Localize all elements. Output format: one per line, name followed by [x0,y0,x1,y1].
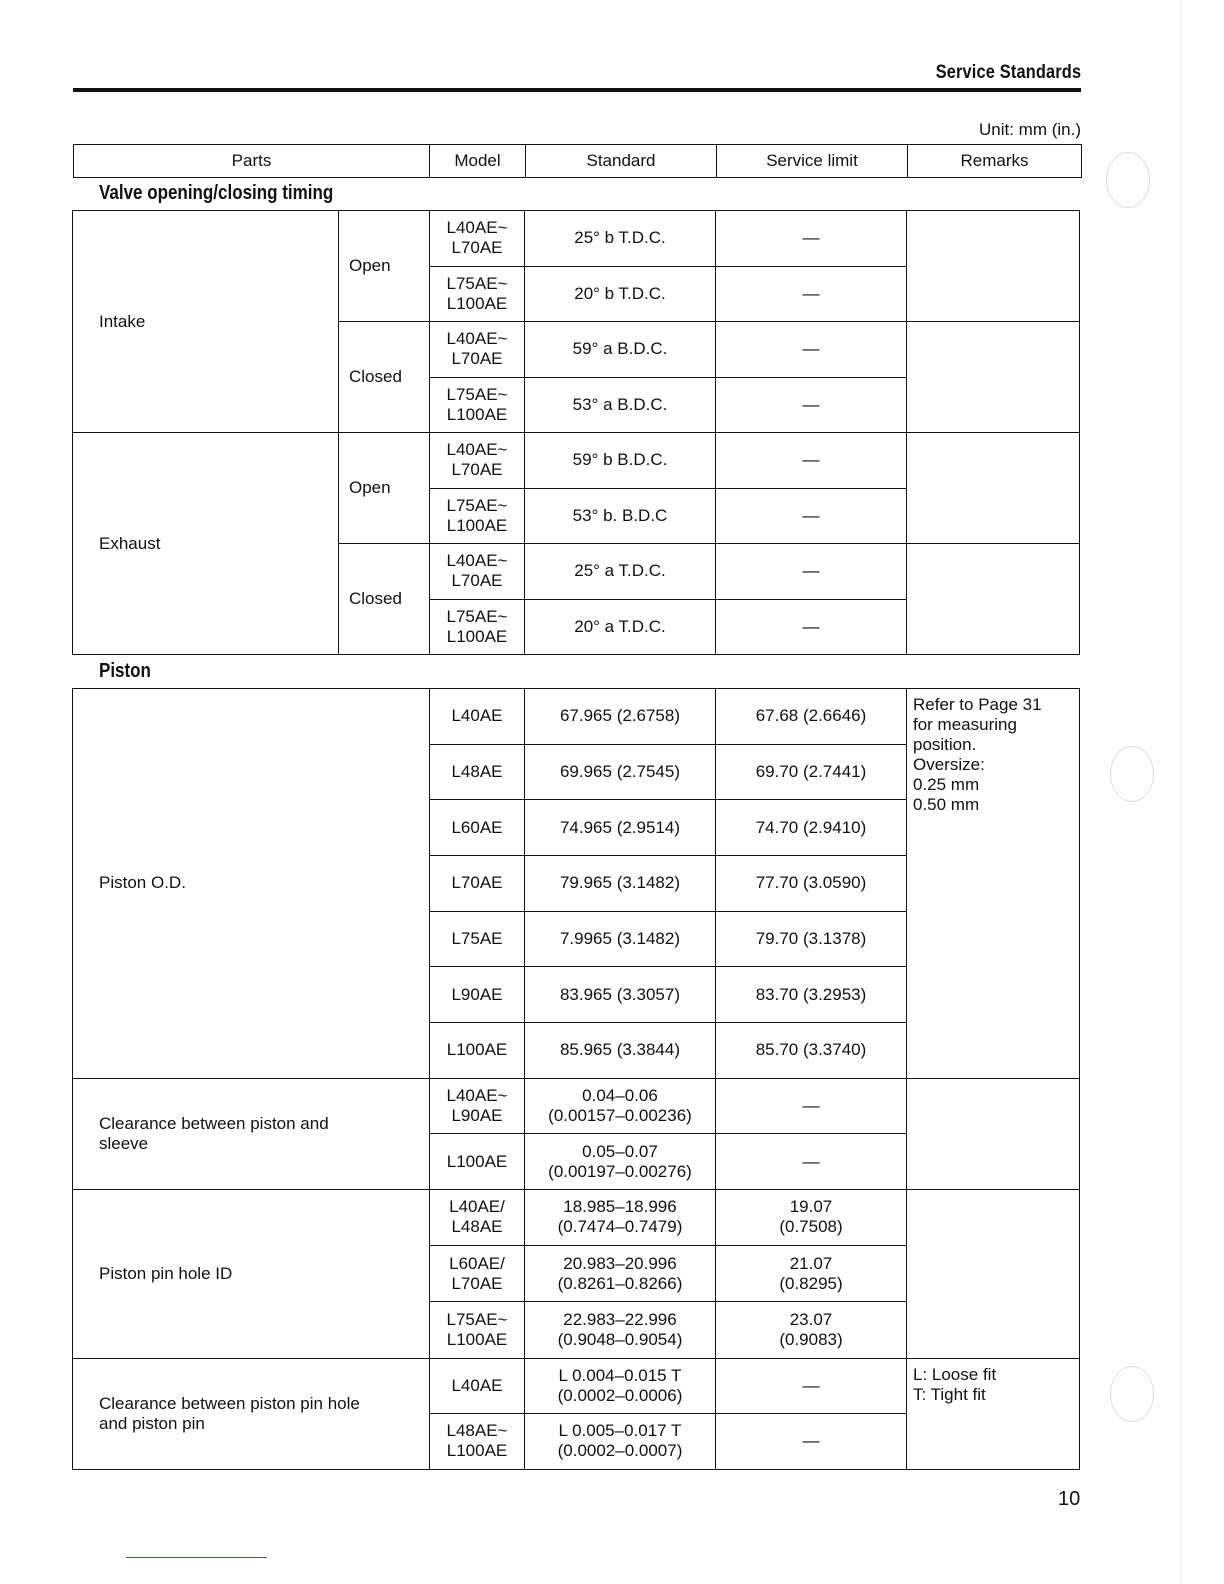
standard-cell: 20.983–20.996 (0.8261–0.8266) [525,1246,716,1302]
remarks-cell [907,433,1080,544]
model-cell: L48AE [430,744,525,800]
model-cell: L60AE/ L70AE [430,1246,525,1302]
parts-clearance-pin-hole-pin: Clearance between piston pin hole and piston pin [73,1358,430,1469]
remarks-cell [907,322,1080,433]
table-row [73,1189,1080,1245]
standard-cell: 79.965 (3.1482) [525,856,716,912]
col-standard: Standard [526,145,717,178]
standard-cell: 7.9965 (3.1482) [525,911,716,967]
model-cell: L75AE~ L100AE [430,488,525,544]
limit-cell: — [716,488,907,544]
model-cell: L75AE~ L100AE [430,1302,525,1358]
standard-cell: 53° a B.D.C. [525,377,716,433]
table-row [73,1358,1080,1414]
limit-cell: 69.70 (2.7441) [716,744,907,800]
limit-cell: 77.70 (3.0590) [716,856,907,912]
model-cell: L40AE [430,1358,525,1414]
model-cell: L40AE~ L70AE [430,433,525,489]
limit-cell: 74.70 (2.9410) [716,800,907,856]
model-cell: L100AE [430,1134,525,1190]
standard-cell: 22.983–22.996 (0.9048–0.9054) [525,1302,716,1358]
page-header-title: Service Standards [935,62,1081,83]
model-cell: L60AE [430,800,525,856]
col-model: Model [430,145,526,178]
limit-cell: 21.07 (0.8295) [716,1246,907,1302]
table-row [73,689,1080,745]
limit-cell: 83.70 (3.2953) [716,967,907,1023]
standard-cell: 25° a T.D.C. [525,544,716,600]
table-row [73,433,1080,489]
standard-cell: 74.965 (2.9514) [525,800,716,856]
limit-cell: 19.07 (0.7508) [716,1189,907,1245]
unit-label: Unit: mm (in.) [979,120,1081,139]
remarks-cell: L: Loose fit T: Tight fit [907,1358,1080,1469]
sub-open: Open [339,211,430,322]
standard-cell: L 0.004–0.015 T (0.0002–0.0006) [525,1358,716,1414]
standard-cell: 59° b B.D.C. [525,433,716,489]
parts-clearance-piston-sleeve: Clearance between piston and sleeve [73,1078,430,1189]
sub-open: Open [339,433,430,544]
parts-piston-pin-hole: Piston pin hole ID [73,1189,430,1358]
limit-cell: — [716,599,907,655]
section-title-piston: Piston [99,660,151,682]
footer-rule [126,1557,267,1558]
limit-cell: — [716,433,907,489]
limit-cell: — [716,1358,907,1414]
standard-cell: 0.05–0.07 (0.00197–0.00276) [525,1134,716,1190]
limit-cell: 79.70 (3.1378) [716,911,907,967]
limit-cell: — [716,1134,907,1190]
model-cell: L100AE [430,1023,525,1079]
standard-cell: 25° b T.D.C. [525,211,716,267]
sub-closed: Closed [339,544,430,655]
model-cell: L75AE~ L100AE [430,377,525,433]
limit-cell: — [716,544,907,600]
limit-cell: 85.70 (3.3740) [716,1023,907,1079]
standard-cell: 85.965 (3.3844) [525,1023,716,1079]
punch-hole [1106,152,1150,208]
standard-cell: 59° a B.D.C. [525,322,716,378]
standard-cell: 0.04–0.06 (0.00157–0.00236) [525,1078,716,1134]
remarks-cell: Refer to Page 31 for measuring position. Oversize: 0.25 mm 0.50 mm [907,689,1080,1079]
model-cell: L90AE [430,967,525,1023]
header-rule [73,88,1081,92]
remarks-cell [907,211,1080,322]
column-header-table [73,144,1082,178]
standard-cell: 18.985–18.996 (0.7474–0.7479) [525,1189,716,1245]
model-cell: L70AE [430,856,525,912]
standard-cell: 69.965 (2.7545) [525,744,716,800]
standard-cell: 53° b. B.D.C [525,488,716,544]
standard-cell: 20° b T.D.C. [525,266,716,322]
remarks-cell [907,1189,1080,1358]
parts-exhaust: Exhaust [73,433,339,655]
standard-cell: 67.965 (2.6758) [525,689,716,745]
col-remarks: Remarks [908,145,1082,178]
col-service-limit: Service limit [717,145,908,178]
limit-cell: 23.07 (0.9083) [716,1302,907,1358]
table-row [73,211,1080,267]
model-cell: L40AE/ L48AE [430,1189,525,1245]
standard-cell: 20° a T.D.C. [525,599,716,655]
punch-hole [1110,746,1154,802]
model-cell: L75AE~ L100AE [430,599,525,655]
limit-cell: — [716,1078,907,1134]
limit-cell: 67.68 (2.6646) [716,689,907,745]
sub-closed: Closed [339,322,430,433]
col-parts: Parts [74,145,430,178]
standard-cell: 83.965 (3.3057) [525,967,716,1023]
page-number: 10 [1058,1488,1081,1510]
model-cell: L75AE~ L100AE [430,266,525,322]
model-cell: L40AE [430,689,525,745]
limit-cell: — [716,322,907,378]
piston-table [72,688,1080,1470]
parts-piston-od: Piston O.D. [73,689,430,1079]
parts-intake: Intake [73,211,339,433]
model-cell: L48AE~ L100AE [430,1414,525,1470]
limit-cell: — [716,211,907,267]
model-cell: L40AE~ L70AE [430,211,525,267]
margin-line [1180,0,1181,1584]
punch-hole [1110,1366,1154,1422]
model-cell: L40AE~ L70AE [430,322,525,378]
model-cell: L75AE [430,911,525,967]
section-title-valve-timing: Valve opening/closing timing [99,182,334,204]
limit-cell: — [716,266,907,322]
remarks-cell [907,1078,1080,1189]
limit-cell: — [716,377,907,433]
model-cell: L40AE~ L70AE [430,544,525,600]
limit-cell: — [716,1414,907,1470]
table-row [73,1078,1080,1134]
remarks-cell [907,544,1080,655]
valve-timing-table [72,210,1080,655]
standard-cell: L 0.005–0.017 T (0.0002–0.0007) [525,1414,716,1470]
model-cell: L40AE~ L90AE [430,1078,525,1134]
